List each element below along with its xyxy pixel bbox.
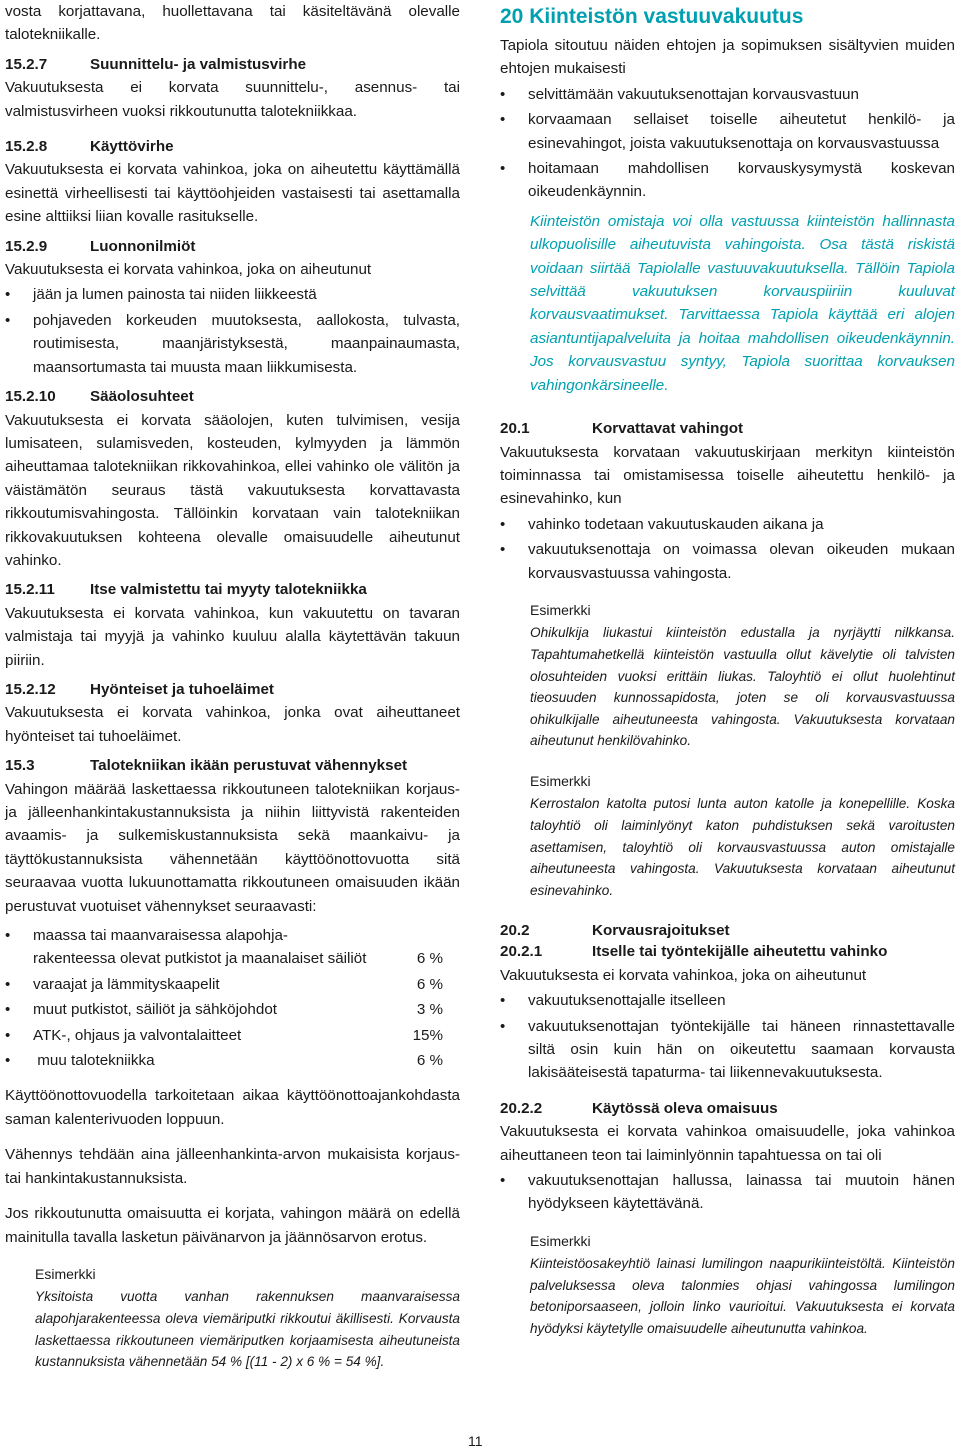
example-label: Esimerkki xyxy=(530,1232,591,1249)
paragraph: Käyttöönottovuodella tarkoitetaan aikaa käyttöönottoajankohdasta saman kalenterivuoden loppuun. xyxy=(5,1087,460,1128)
section-number: 15.2.12 xyxy=(5,680,56,698)
note-text: Kiinteistön omistaja voi olla vastuussa kiinteistön hallinnasta ulkopuolisille aiheutuvista vahingoista. Osa tästä riskistä voidaan siirtää Tapiolalle vastuuvakuutuksella. Tällöin Tapiola selvittää vakuutuksen korvauspiiriin kuuluvat korvausvaatimukset. Tarvittaessa Tapiola käyttää eri alojen asiantuntijapalveluita ja hoitaa mahdollisen oikeudenkäynnin. Jos korvausvastuu syntyy, Tapiola suorittaa korvauksen vahingonkärsineelle. xyxy=(530,212,955,394)
section-heading xyxy=(500,417,955,440)
section-heading xyxy=(5,754,460,777)
section-number: 20.1 xyxy=(500,420,530,438)
example-text: Yksitoista vuotta vanhan rakennuksen maanvaraisessa alapohjarakenteessa oleva viemäriputki rikkoutui äkillisesti. Korvausta laskettaessa rikkoutuneen viemäriputken korjaamisesta aiheutuneista kustannuksista vähennetään 54 % [(11 - 2) x 6 % = 54 %]. xyxy=(35,1289,460,1370)
deduction-label: • maassa tai maanvaraisessa alapohja- xyxy=(33,927,288,945)
section-title: Itse valmistettu tai myyty talotekniikka xyxy=(90,581,367,599)
list-item: • korvaamaan sellaiset toiselle aiheutetut henkilö- ja esinevahingot, joista vakuutuksenottaja on korvausvastuussa xyxy=(500,108,955,155)
deduction-percent: 6 % xyxy=(416,1052,443,1070)
example-label: Esimerkki xyxy=(530,601,591,618)
deduction-percent: 6 % xyxy=(416,975,443,993)
example-label: Esimerkki xyxy=(35,1265,96,1282)
bullet-list xyxy=(5,283,460,379)
section-title: Suunnittelu- ja valmistusvirhe xyxy=(90,55,307,73)
bullet-list xyxy=(500,513,955,585)
bullet-list xyxy=(500,1169,955,1216)
section-heading xyxy=(5,385,460,408)
section-number: 20.2.1 xyxy=(500,943,543,961)
section-title: Käyttövirhe xyxy=(90,138,174,156)
bullet-list xyxy=(500,989,955,1085)
section-title: Itselle tai työntekijälle aiheutettu vahinko xyxy=(592,943,888,961)
example-text: Kiinteistöosakeyhtiö lainasi lumilingon naapurikiinteistöltä. Kiinteistön palveluksessa oleva talonmies ohjasi vahingossa lumilingon betoniporsaaseen, jolloin linko vaurioitui. Vakuutuksesta ei korvata hyödyksi käytetylle omaisuudelle aiheutunutta vahinkoa. xyxy=(530,1256,955,1336)
section-heading xyxy=(500,921,955,940)
deduction-label: • muut putkistot, säiliöt ja sähköjohdot xyxy=(33,1001,277,1019)
section-number: 15.2.7 xyxy=(5,55,48,73)
deduction-item xyxy=(5,924,460,971)
section-text: Vakuutuksesta ei korvata vahinkoa, joka on aiheutunut xyxy=(500,966,867,984)
section-title: Sääolosuhteet xyxy=(90,388,194,406)
section-title: Talotekniikan ikään perustuvat vähennykset xyxy=(90,757,408,775)
section-heading xyxy=(5,678,460,701)
section-text: Vakuutuksesta ei korvata vahinkoa, joka on aiheutunut xyxy=(5,261,372,279)
deduction-percent: 6 % xyxy=(416,950,443,968)
deduction-item xyxy=(5,1024,460,1047)
list-item: • pohjaveden korkeuden muutoksesta, aallokosta, tulvasta, routimisesta, maanjäristyksestä, maanpainaumasta, maansortumasta tai muusta maan liikkumisesta. xyxy=(5,309,460,379)
section-title: Luonnonilmiöt xyxy=(90,237,196,255)
section-heading xyxy=(5,578,460,601)
section-text: Vakuutuksesta ei korvata sääolojen, kuten tulvimisen, vesija lumisateen, sulamisveden, kosteuden, kylmyyden ja lämmön aiheuttamaa talotekniikan rikkovahinkoa, ellei vahinko ole välitön ja väistämätön seuraus tästä vakuutuksesta korvattavasta rikkoutumisvahingosta. Tällöinkin korvataan vain talotekniikan rikkovakuutuksen kohteena olevalle omaisuudelle aiheutunut vahinko. xyxy=(5,411,460,569)
section-title: Käytössä oleva omaisuus xyxy=(592,1099,778,1117)
deduction-label: rakenteessa olevat putkistot ja maanalaiset säiliöt xyxy=(33,950,367,968)
section-title: Korvattavat vahingot xyxy=(592,420,744,438)
section-text: Vahingon määrää laskettaessa rikkoutuneen talotekniikan korjaus- ja jälleenhankintakustannuksista ja niihin liittyvistä rakenteiden avaamis- ja sulkemiskustannuksista sekä maankaivu- ja täyttökustannuksista vähennetään käyttöönottovuotta sitä seuraavaa vuotta lukuunottamatta rikkoutuneen omaisuuden ikään perustuvat vuotuiset vähennykset seuraavasti: xyxy=(5,780,460,915)
section-heading xyxy=(5,53,460,76)
section-title: Korvausrajoitukset xyxy=(592,922,730,940)
section-text: Vakuutuksesta ei korvata vahinkoa omaisuudelle, joka vahinkoa aiheuttaneen teon tai laiminlyönnin tapahtuessa on tai oli xyxy=(500,1123,955,1164)
deduction-list xyxy=(5,924,460,1072)
list-item: • selvittämään vakuutuksenottajan korvausvastuun xyxy=(500,83,955,106)
section-heading xyxy=(5,135,460,158)
section-heading xyxy=(500,940,955,963)
section-number: 15.3 xyxy=(5,757,35,775)
deduction-item xyxy=(5,973,460,996)
deduction-label: • ATK-, ohjaus ja valvontalaitteet xyxy=(33,1026,242,1044)
section-title: Hyönteiset ja tuhoeläimet xyxy=(90,680,274,698)
section-number: 15.2.10 xyxy=(5,388,56,406)
section-text: Vakuutuksesta ei korvata vahinkoa, jonka ovat aiheuttaneet hyönteiset tai tuhoeläimet. xyxy=(5,704,460,745)
example-text: Ohikulkija liukastui kiinteistön edustalla ja nyrjäytti nilkkansa. Tapahtumahetkellä kiinteistön vastuulla ollut kävelytie oli talvisten olosuhteiden vuoksi erittäin liukas. Taloyhtiö ei ollut huolehtinut tieosuuden kunnossapidosta, joten se oli korvausvastuussa ohikulkijalle aiheutuneesta vahingosta. Vakuutuksesta korvataan aiheutunut henkilövahinko. xyxy=(530,625,955,749)
example-text: Kerrostalon katolta putosi lunta auton katolle ja konepellille. Koska taloyhtiö oli laiminlyönyt katon puhdistuksen sekä varoitusten asettamisen, taloyhtiö oli korvausvastuussa auton omistajalle aiheutuneesta vahingosta. Vakuutuksesta korvataan aiheutunut esinevahinko. xyxy=(530,796,955,898)
paragraph: Vähennys tehdään aina jälleenhankinta-arvon mukaisista korjaus- tai hankintakustannuksista. xyxy=(5,1146,460,1187)
paragraph: Jos rikkoutunutta omaisuutta ei korjata, vahingon määrä on edellä mainitulla tavalla lasketun päivänarvon ja jäännösarvon erotus. xyxy=(5,1205,460,1246)
right-column xyxy=(500,0,955,1340)
section-text: Vakuutuksesta korvataan vakuutuskirjaan merkityn kiinteistön toiminnassa tai omistamisessa toiselle aiheutettu henkilö- ja esinevahinko, kun xyxy=(500,443,955,508)
section-number: 20.2.2 xyxy=(500,1099,543,1117)
list-item: • vakuutuksenottajan työntekijälle tai häneen rinnastettavalle siltä osin kuin hän on oikeutettu saamaan korvausta lakisääteisestä tapaturma- tai liikennevakuutuksesta. xyxy=(500,1015,955,1085)
section-heading xyxy=(500,1097,955,1120)
page-number: 11 xyxy=(468,1433,483,1449)
deduction-percent: 15% xyxy=(412,1026,443,1044)
section-number: 15.2.8 xyxy=(5,138,48,156)
section-text: Vakuutuksesta ei korvata vahinkoa, kun vakuutettu on tavaran valmistaja tai myyjä ja vahinko kuuluu alalla käytettävän takuun piiriin. xyxy=(5,604,460,669)
section-number: 20.2 xyxy=(500,922,530,940)
deduction-item xyxy=(5,998,460,1021)
section-text: Vakuutuksesta ei korvata vahinkoa, joka on aiheutettu käyttämällä esinettä virheellisesti tai käyttöohjeiden vastaisesti tai asettamalla esine alttiiksi liian kovalle rasitukselle. xyxy=(5,161,460,226)
left-column xyxy=(5,0,460,1373)
section-text: Vakuutuksesta ei korvata suunnittelu-, asennus- tai valmistusvirheen vuoksi rikkoutunutta talotekniikkaa. xyxy=(5,79,460,120)
list-item: • vakuutuksenottajalle itselleen xyxy=(500,989,955,1012)
deduction-percent: 3 % xyxy=(416,1001,443,1019)
section-number: 15.2.11 xyxy=(5,581,55,599)
list-item: • vahinko todetaan vakuutuskauden aikana ja xyxy=(500,513,955,536)
section-heading xyxy=(5,235,460,258)
intro-text: Tapiola sitoutuu näiden ehtojen ja sopimuksen sisältyvien muiden ehtojen mukaisesti xyxy=(500,37,955,78)
list-item: • jään ja lumen painosta tai niiden liikkeestä xyxy=(5,283,460,306)
list-item: • vakuutuksenottaja on voimassa olevan oikeuden mukaan korvausvastuussa vahingosta. xyxy=(500,538,955,585)
chapter-title: 20 Kiinteistön vastuuvakuutus xyxy=(500,5,804,28)
bullet-list xyxy=(500,83,955,204)
list-item: • hoitamaan mahdollisen korvauskysymystä koskevan oikeudenkäynnin. xyxy=(500,157,955,204)
deduction-item xyxy=(5,1049,460,1072)
intro-text: vosta korjattavana, huollettavana tai käsiteltävänä olevalle talotekniikalle. xyxy=(5,3,460,44)
list-item: • vakuutuksenottajan hallussa, lainassa tai muutoin hänen hyödykseen käytettävänä. xyxy=(500,1169,955,1216)
deduction-label: • muu talotekniikka xyxy=(33,1052,155,1070)
section-number: 15.2.9 xyxy=(5,237,48,255)
example-label: Esimerkki xyxy=(530,772,591,789)
deduction-label: • varaajat ja lämmityskaapelit xyxy=(33,975,220,993)
